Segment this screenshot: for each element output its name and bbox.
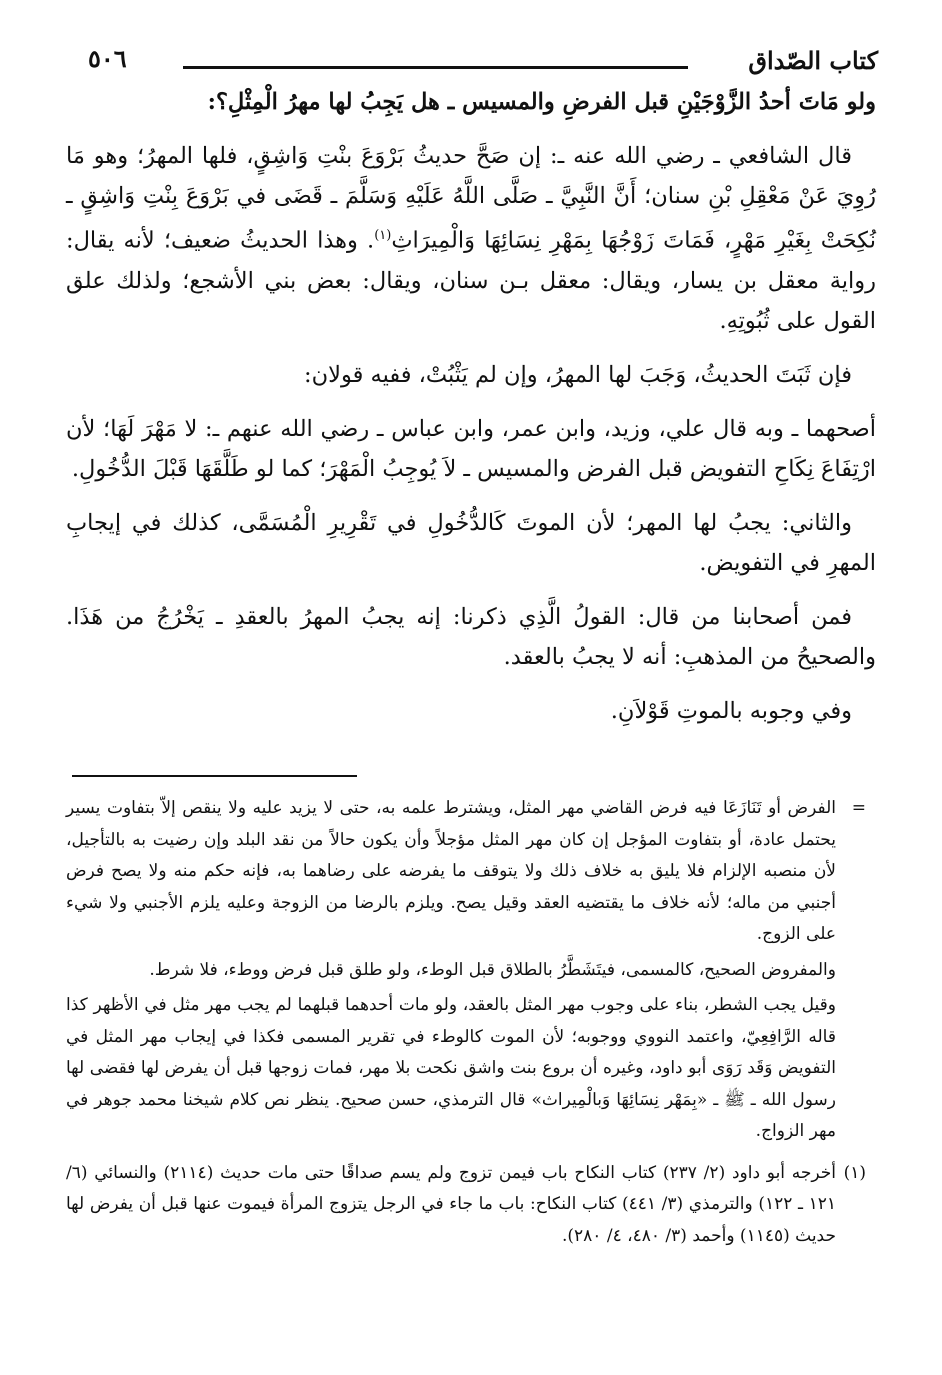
page-number: ٥٠٦	[88, 44, 127, 73]
body-paragraph-text: قال الشافعي ـ رضي الله عنه ـ: إن صَحَّ حديثُ بَرْوَعَ بنْتِ وَاشِقٍ، فلها المهرُ؛ وهو مَا رُوِيَ عَنْ مَعْقِلِ بْنِ سنان؛ أَنَّ النَّبِيَّ ـ صَلَّى اللَّهُ عَلَيْهِ وَسَلَّمَ ـ قَضَى في بَرْوَعَ بِنْتِ وَاشِقٍ ـ نُكِحَتْ بِغَيْرِ مَهْرٍ، فَمَاتَ زَوْجُهَا بِمَهْرِ نِسَائِهَا وَالْمِيرَاثِ	[66, 143, 876, 254]
header-title: كتاب الصّداق	[748, 46, 878, 75]
body-paragraph: والثاني: يجبُ لها المهر؛ لأن الموتَ كَالدُّخُولِ في تَقْرِيرِ الْمُسَمَّى، كذلك في إيجابِ المهرِ في التفويض.	[66, 509, 876, 576]
footnote-text: الفرض أو تَنَازَعَا فيه فرض القاضي مهر المثل، ويشترط علمه به، حتى لا يزيد عليه ولا ينقص إلاّ بتفاوت يسير يحتمل عادة، أو بتفاوت المؤجل إن كان مهر المثل مؤجلاً وأن يكون حالاً من نقد البلد وإن رضيت به بالتأجيل، لأن منصبه الإلزام فلا يليق به خلاف ذلك ولا يتوقف ما يفرضه على رضاهما به، فإنه حكم منه ولا يصح فرض أجنبي من ماله؛ لأنه خلاف ما يقتضيه العقد وقيل يصح. ويلزم بالرضا من الزوجة وعليه يلزم الأجنبي ولا شيء على الزوج.	[66, 798, 836, 944]
body-paragraph: فإن ثَبَتَ الحديثُ، وَجَبَ لها المهرُ، وإن لم يَثْبُتْ، ففيه قولان:	[304, 361, 852, 388]
body-paragraph: وفي وجوبه بالموتِ قَوْلاَنِ.	[610, 697, 852, 724]
body-paragraph: فمن أصحابنا من قال: القولُ الَّذِي ذكرنا: إنه يجبُ المهرُ بالعقدِ ـ يَخْرُجُ من هَذَا. والصحيحُ من المذهبِ: أنه لا يجبُ بالعقد.	[66, 603, 876, 670]
footnotes	[66, 793, 866, 1256]
footnote-paragraph: وقيل يجب الشطر، بناء على وجوب مهر المثل بالعقد، ولو مات أحدهما قبلهما لم يجب مهر مثل في الأظهر كذا قاله الرَّافِعِيّ، واعتمد النووي ووجوبه؛ لأن الموت كالوطء في تقرير المسمى فكذا في إيجاب مهر المثل في التفويض وَقَد رَوَى أبو داود، وغيره أن بروع بنت واشق نكحت بلا مهر، فمات زوجها قبل أن يفرض لها فقضى لها رسول الله ـ ﷺ ـ «بِمَهْر نِسَائِهَا وَبالْمِيراث» قال الترمذي، حسن صحيح. ينظر نص كلام شيخنا محمد جوهر في مهر الزواج.	[66, 995, 836, 1141]
continuation-marker: =	[851, 798, 866, 818]
running-header	[88, 36, 878, 75]
body-paragraph	[66, 136, 876, 341]
section-heading-paragraph: ولو مَاتَ أحدُ الزَّوْجَيْنِ قبل الفرضِ والمسيس ـ هل يَجِبُ لها مهرُ الْمِثْلِ؟:	[207, 89, 876, 115]
footnote-1-text: أخرجه أبو داود (٢/ ٢٣٧) كتاب النكاح باب فيمن تزوج ولم يسم صداقًا حتى مات حديث (٢١١٤) والنسائي (٦/ ١٢١ ـ ١٢٢) والترمذي (٣/ ٤٤١) كتاب النكاح: باب ما جاء في الرجل يتزوج المرأة فيموت عنها قبل أن يفرض لها حديث (١١٤٥) وأحمد (٣/ ٤٨٠، ٤/ ٢٨٠).	[66, 1162, 837, 1246]
footnote-paragraph: والمفروض الصحيح، كالمسمى، فيتَشَطَّرُ بالطلاق قبل الوطء، ولو طلق قبل فرض ووطء، فلا شرط.	[149, 959, 836, 980]
footnote-separator	[72, 775, 357, 777]
footnote-reference[interactable]: (١)	[374, 228, 392, 243]
footnote-1	[66, 1158, 866, 1253]
body-paragraph: أصحهما ـ وبه قال علي، وزيد، وابن عمر، وابن عباس ـ رضي الله عنهم ـ: لا مَهْرَ لَهَا؛ لأن ارْتِفَاعَ نِكَاحِ التفويض قبل الفرض والمسيس ـ لاَ يُوجِبُ الْمَهْرَ؛ كما لو طَلَّقَهَا قَبْلَ الدُّخُولِ.	[66, 415, 876, 482]
footnote-number: (١)	[843, 1162, 866, 1183]
main-text	[66, 82, 876, 745]
body-paragraph-tail: . وهذا الحديثُ ضعيف؛ لأنه يقال: رواية معقل بن يسار، ويقال: معقل بـن سنان، ويقال: بعض بني الأشجع؛ ولذلك علق القول على ثُبُوتِهِ.	[66, 227, 876, 334]
header-rule	[183, 66, 688, 69]
footnote-continuation	[66, 793, 866, 951]
